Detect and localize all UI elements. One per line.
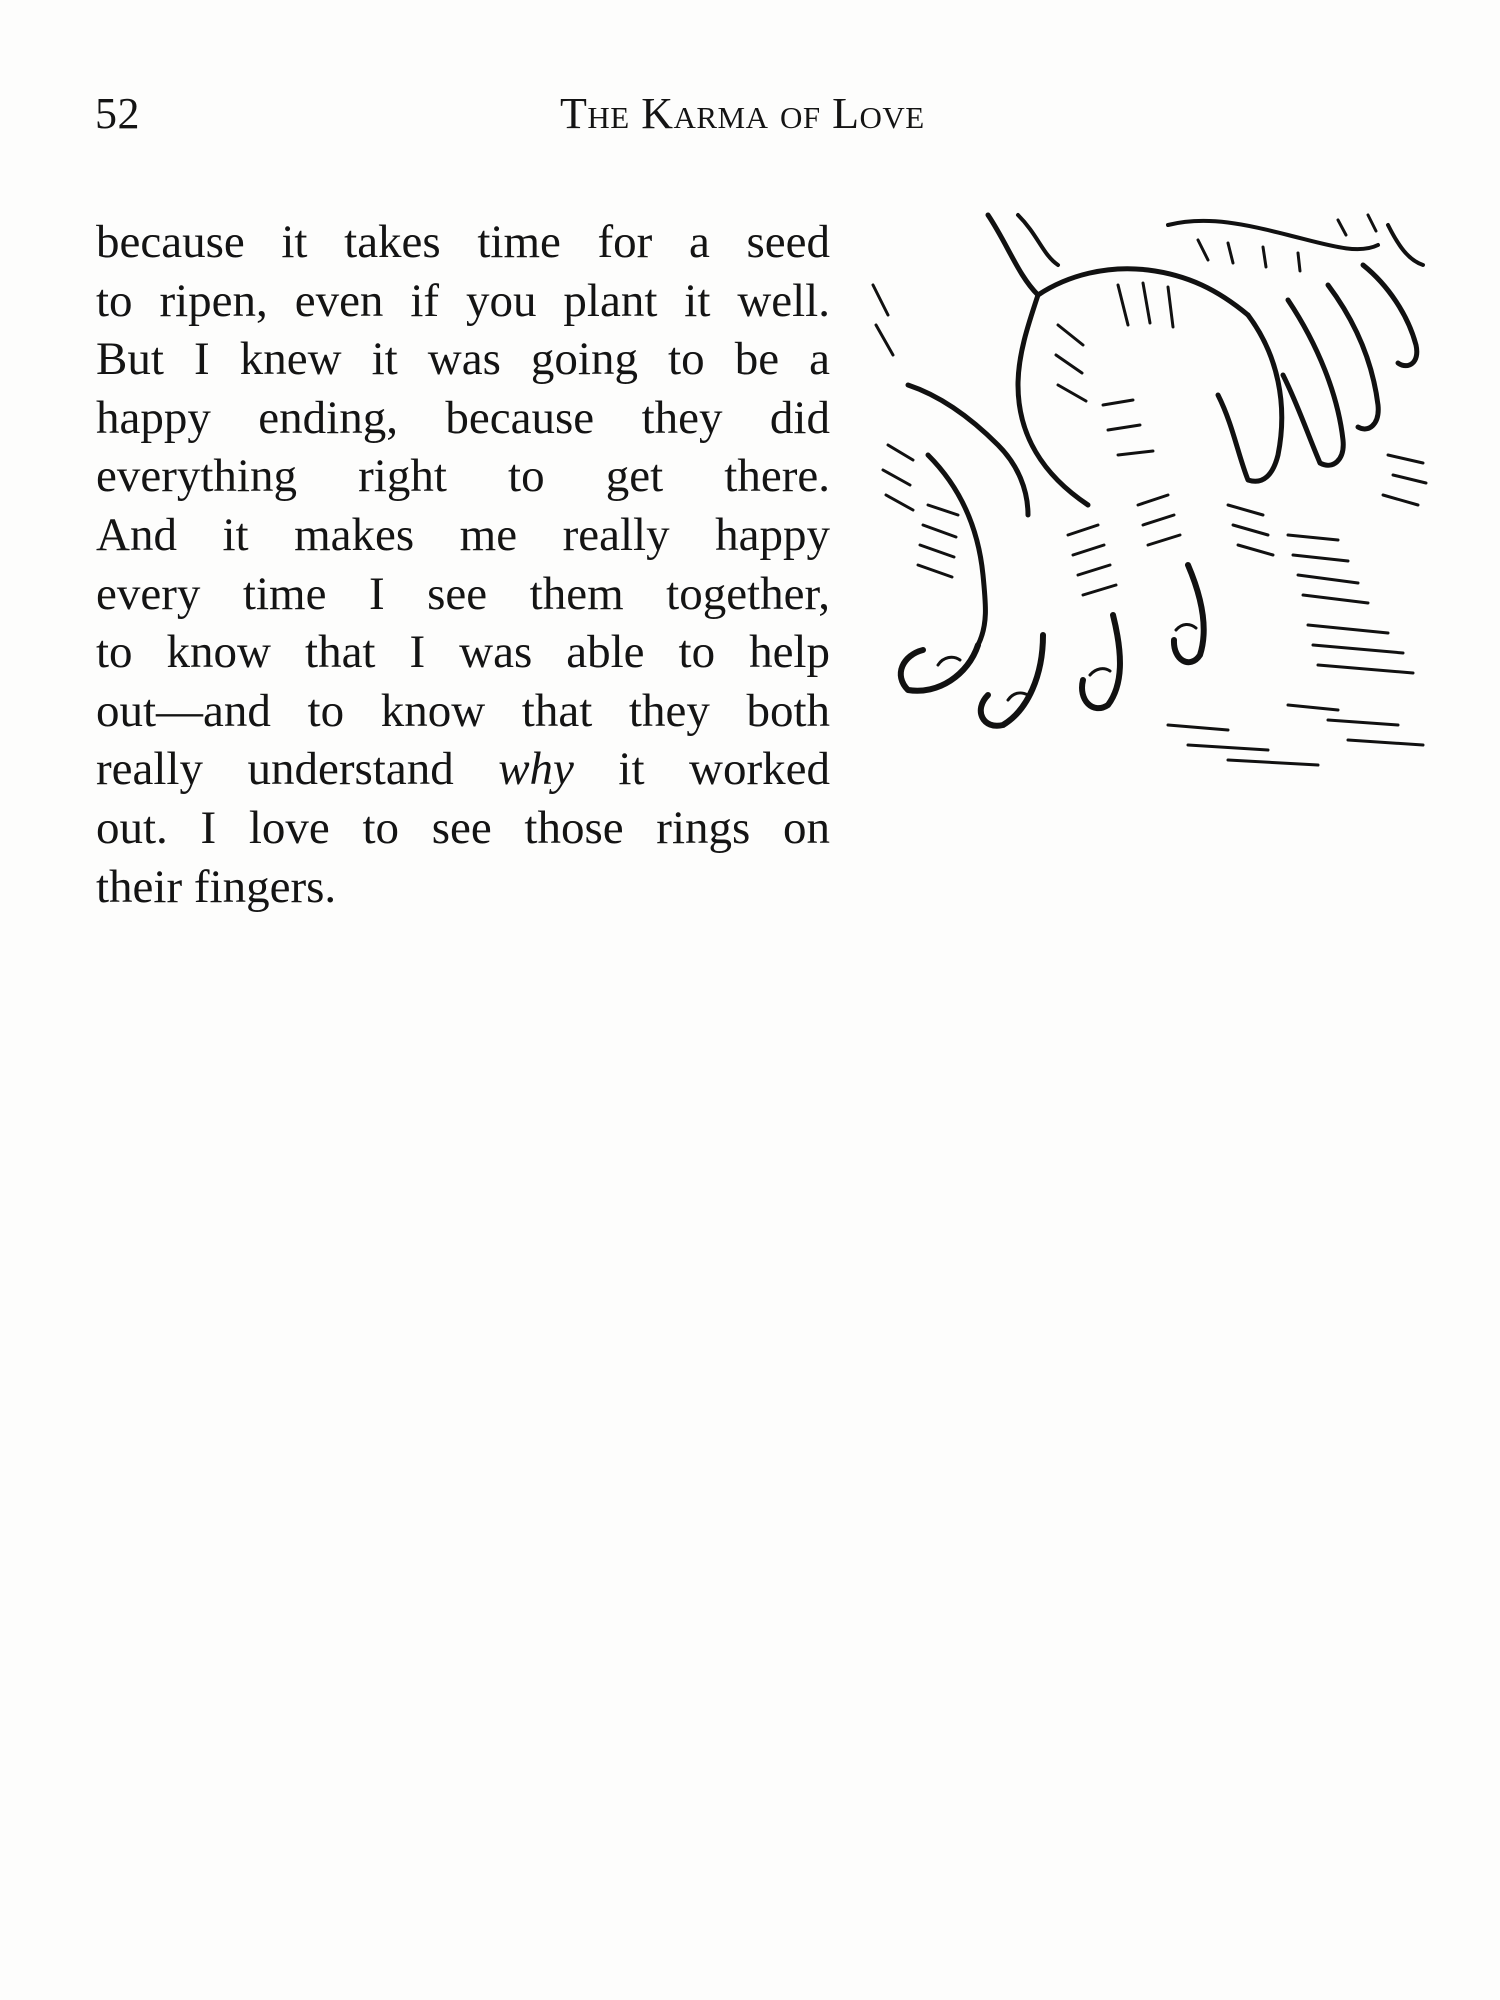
text-line: every time I see them together, bbox=[96, 567, 830, 620]
clasped-hands-icon bbox=[868, 205, 1430, 773]
text-line-start: really understand bbox=[96, 743, 499, 796]
text-line: happy ending, because they did bbox=[96, 391, 830, 444]
text-line bbox=[96, 740, 830, 799]
text-line: But I knew it was going to be a bbox=[96, 333, 830, 386]
text-line-end: it worked bbox=[573, 743, 830, 796]
page-number: 52 bbox=[95, 89, 140, 138]
clasped-hands-illustration bbox=[868, 205, 1430, 773]
body-paragraph bbox=[96, 213, 830, 916]
emphasized-word: why bbox=[498, 743, 574, 796]
text-line: everything right to get there. bbox=[96, 450, 830, 503]
text-line: And it makes me really happy bbox=[96, 508, 830, 561]
text-line: because it takes time for a seed bbox=[96, 216, 830, 268]
text-line: to ripen, even if you plant it well. bbox=[96, 274, 830, 327]
text-line: their fingers. bbox=[96, 860, 337, 913]
text-line: out. I love to see those rings on bbox=[96, 801, 830, 854]
text-line: out—and to know that they both bbox=[96, 684, 830, 737]
running-title: The Karma of Love bbox=[560, 89, 925, 138]
text-line: to know that I was able to help bbox=[96, 626, 830, 679]
